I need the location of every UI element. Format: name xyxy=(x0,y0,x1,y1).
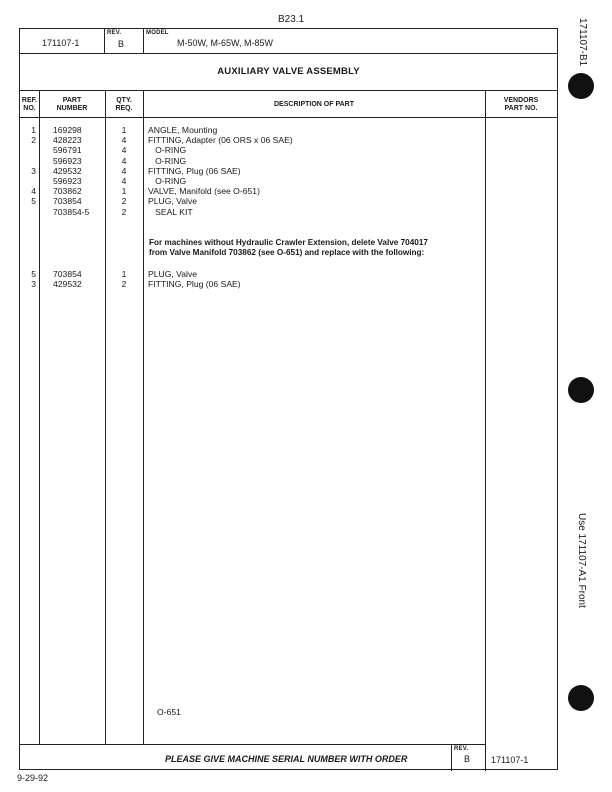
quantity: 1 xyxy=(121,186,127,197)
quantity: 1 xyxy=(121,269,127,279)
part-number: 596923 xyxy=(53,176,82,186)
ref-number: 5 xyxy=(31,196,36,207)
part-description: FITTING, Adapter (06 ORS x 06 SAE) xyxy=(148,135,293,146)
quantity: 4 xyxy=(121,135,127,146)
part-description: PLUG, Valve xyxy=(148,269,198,279)
ref-number: 3 xyxy=(31,279,36,290)
column-header-description: DESCRIPTION OF PART xyxy=(274,101,354,108)
ref-number: 1 xyxy=(31,125,36,135)
divider xyxy=(143,29,144,53)
header-rev-label: REV. xyxy=(107,30,122,36)
footer-instruction: PLEASE GIVE MACHINE SERIAL NUMBER WITH ORDER xyxy=(165,754,408,764)
footer-doc-number: 171107-1 xyxy=(491,755,529,765)
column-divider xyxy=(39,90,40,744)
binder-hole xyxy=(568,685,594,711)
part-description: SEAL KIT xyxy=(148,206,193,217)
part-description: ANGLE, Mounting xyxy=(148,125,218,135)
divider xyxy=(20,744,485,745)
column-header-part-number: PART NUMBER xyxy=(56,97,88,112)
part-number: 169298 xyxy=(53,125,82,135)
quantity: 2 xyxy=(121,196,127,207)
header-rev-value: B xyxy=(118,39,125,49)
ref-number: 3 xyxy=(31,165,36,176)
divider xyxy=(104,29,105,53)
quantity: 2 xyxy=(121,279,127,290)
note-line: For machines without Hydraulic Crawler Extension, delete Valve 704017 xyxy=(149,238,428,247)
quantity: 1 xyxy=(121,125,127,135)
part-number: 429532 xyxy=(53,165,82,176)
binder-hole xyxy=(568,377,594,403)
column-divider xyxy=(143,90,144,744)
part-description: O-RING xyxy=(148,176,187,186)
ref-number: 2 xyxy=(31,135,36,146)
footer-rev-value: B xyxy=(464,754,471,764)
ref-number: 5 xyxy=(31,269,36,279)
header-model-value: M-50W, M-65W, M-85W xyxy=(177,38,274,48)
part-number: 428223 xyxy=(53,135,82,146)
note-line: from Valve Manifold 703862 (see O-651) and replace with the following: xyxy=(149,248,425,257)
part-description: O-RING xyxy=(148,145,187,156)
part-description: O-RING xyxy=(148,155,187,166)
quantity: 4 xyxy=(121,176,127,186)
part-description: PLUG, Valve xyxy=(148,196,198,207)
part-number: 596923 xyxy=(53,155,82,166)
header-doc-number: 171107-1 xyxy=(42,38,80,48)
parts-list-frame xyxy=(19,28,558,770)
part-description: VALVE, Manifold (see O-651) xyxy=(148,186,260,197)
side-use-note: Use 171107-A1 Front xyxy=(576,513,587,608)
divider xyxy=(20,117,557,118)
part-number: 703862 xyxy=(53,186,82,197)
quantity: 4 xyxy=(121,165,127,176)
part-description: FITTING, Plug (06 SAE) xyxy=(148,165,241,176)
ref-number: 4 xyxy=(31,186,36,197)
column-divider xyxy=(485,90,486,771)
divider xyxy=(20,90,557,91)
revision-date: 9-29-92 xyxy=(17,773,49,783)
header-model-label: MODEL xyxy=(146,30,169,36)
divider xyxy=(451,744,452,771)
column-header-qty: QTY. REQ. xyxy=(115,97,133,112)
column-header-vendors-part-number: VENDORS PART NO. xyxy=(503,97,539,112)
column-header-ref: REF. NO. xyxy=(21,97,38,112)
quantity: 4 xyxy=(121,145,127,156)
part-description: FITTING, Plug (06 SAE) xyxy=(148,279,241,290)
part-number: 429532 xyxy=(53,279,82,290)
part-number: 703854 xyxy=(53,196,82,207)
footer-rev-label: REV. xyxy=(454,746,469,752)
side-document-number: 171107-B1 xyxy=(577,18,588,67)
substitution-note xyxy=(149,238,483,258)
page-title: AUXILIARY VALVE ASSEMBLY xyxy=(217,66,360,77)
binder-hole xyxy=(568,73,594,99)
illustration-reference: O-651 xyxy=(157,707,181,717)
quantity: 4 xyxy=(121,155,127,166)
page-reference: B23.1 xyxy=(278,14,305,25)
quantity: 2 xyxy=(121,206,127,217)
part-number: 703854-5 xyxy=(53,206,90,217)
part-number: 596791 xyxy=(53,145,82,156)
divider xyxy=(20,53,557,54)
part-number: 703854 xyxy=(53,269,82,279)
